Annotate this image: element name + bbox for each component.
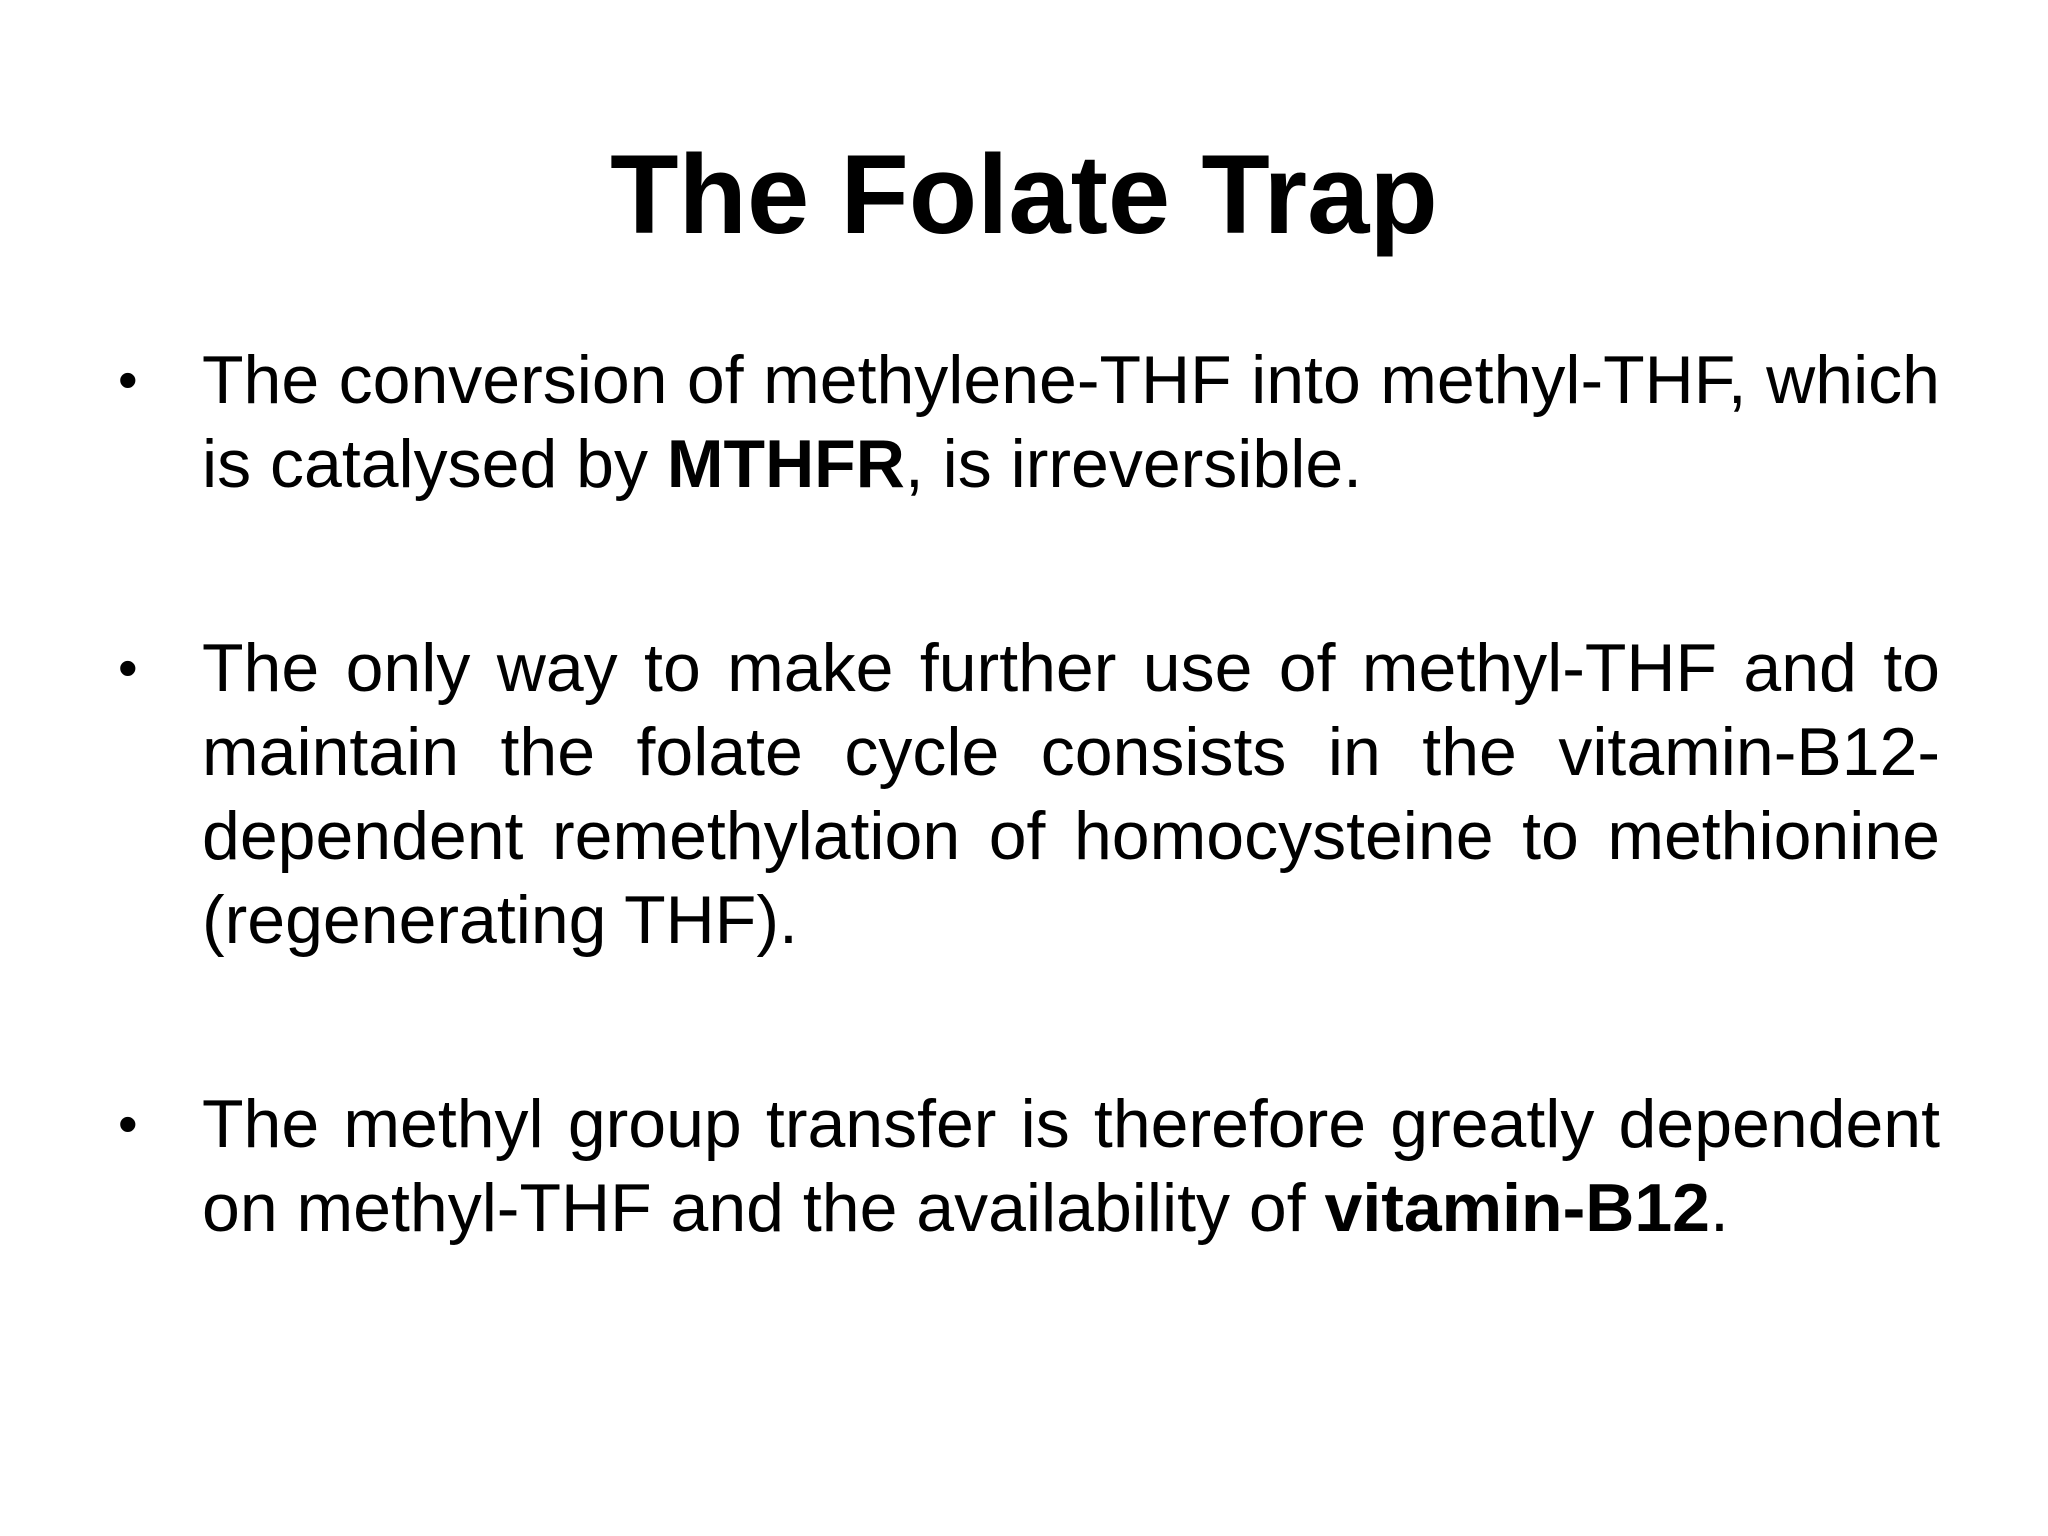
bullet-dot-icon: • [118,348,138,411]
bullet-text [202,338,1940,506]
bullet-dot-icon: • [118,636,138,699]
bullet-text-segment: The conversion of methylene-THF into methyl-THF, which is catalysed by [202,342,1940,502]
bullet-text-segment: The methyl group transfer is therefore greatly dependent on methyl-THF and the availability of [202,1086,1940,1246]
bullet-item [118,1082,1940,1250]
bullet-text-bold-term: vitamin-B12 [1324,1170,1710,1246]
bullet-text-segment: The only way to make further use of methyl-THF and to maintain the folate cycle consists in the vitamin-B12-dependent remethylation of homocysteine to methionine (regenerating THF). [202,630,1940,958]
bullet-list [118,338,1940,1250]
bullet-text-segment: . [1709,1170,1729,1246]
bullet-item [118,626,1940,962]
bullet-item [118,338,1940,506]
bullet-text [202,1082,1940,1250]
slide-title: The Folate Trap [610,132,1438,257]
bullet-text [202,626,1940,962]
bullet-dot-icon: • [118,1092,138,1155]
bullet-text-bold-term: MTHFR [666,426,905,502]
bullet-text-segment: , is irreversible. [904,426,1363,502]
